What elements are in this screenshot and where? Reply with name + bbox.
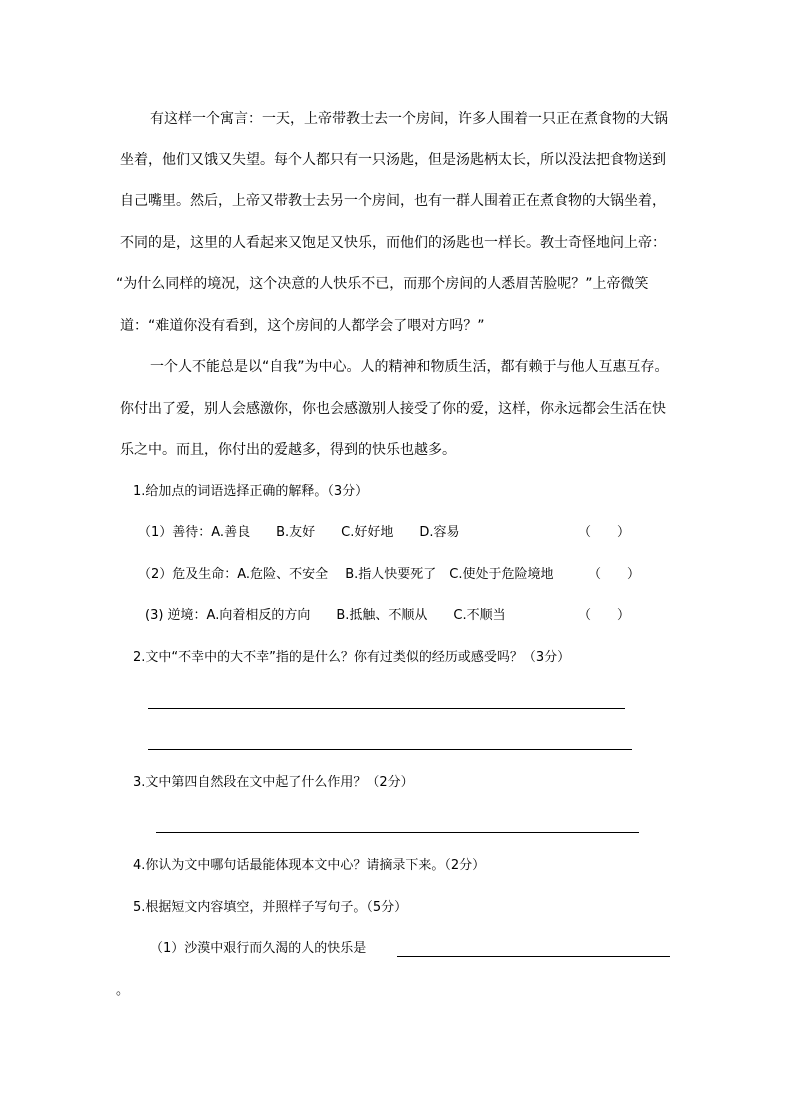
question-3-title: 3.文中第四自然段在文中起了什么作用？（2分） bbox=[133, 775, 414, 790]
question-1-title: 1.给加点的词语选择正确的解释。（3分） bbox=[133, 484, 369, 499]
answer-line-q2-2[interactable] bbox=[148, 749, 632, 750]
question-2-title: 2.文中“不幸中的大不幸”指的是什么？你有过类似的经历或感受吗？（3分） bbox=[133, 650, 571, 665]
answer-line-q2-1[interactable] bbox=[148, 708, 625, 709]
passage-p1-line-1: 有这样一个寓言：一天，上帝带教士去一个房间，许多人围着一只正在煮食物的大锅 bbox=[150, 111, 668, 127]
question-5-item-1: （1）沙漠中艰行而久渴的人的快乐是 bbox=[150, 941, 367, 956]
passage-p1-line-4: 不同的是，这里的人看起来又饱足又快乐，而他们的汤匙也一样长。教士奇怪地问上帝： bbox=[120, 235, 666, 251]
answer-bracket-1[interactable]: （ ） bbox=[578, 525, 631, 540]
answer-line-q5-1[interactable] bbox=[397, 956, 670, 957]
passage-p1-line-5: “为什么同样的境况，这个决意的人快乐不已，而那个房间的人悉眉苦脸呢？”上帝微笑 bbox=[116, 276, 649, 292]
passage-p2-line-2: 你付出了爱，别人会感激你，你也会感激别人接受了你的爱，这样，你永远都会生活在快 bbox=[120, 401, 666, 417]
question-1-item-1: （1）善待：A.善良 B.友好 C.好好地 D.容易 bbox=[138, 525, 460, 540]
passage-p2-line-3: 乐之中。而且，你付出的爱越多，得到的快乐也越多。 bbox=[120, 442, 456, 458]
answer-bracket-3[interactable]: （ ） bbox=[578, 608, 631, 623]
question-4-title: 4.你认为文中哪句话最能体现本文中心？请摘录下来。（2分） bbox=[133, 858, 486, 873]
passage-p1-line-2: 坐着，他们又饿又失望。每个人都只有一只汤匙，但是汤匙柄太长，所以没法把食物送到 bbox=[120, 152, 666, 168]
passage-p1-line-3: 自己嘴里。然后，上帝又带教士去另一个房间，也有一群人围着正在煮食物的大锅坐着， bbox=[120, 193, 666, 209]
answer-line-q3[interactable] bbox=[156, 832, 639, 833]
question-1-item-3: (3) 逆境：A.向着相反的方向 B.抵触、不顺从 C.不顺当 bbox=[145, 608, 506, 623]
question-5-title: 5.根据短文内容填空，并照样子写句子。（5分） bbox=[133, 900, 408, 915]
question-1-item-2: （2）危及生命：A.危险、不安全 B.指人快要死了 C.使处于危险境地 bbox=[138, 567, 554, 582]
passage-p2-line-1: 一个人不能总是以“自我”为中心。人的精神和物质生活，都有赖于与他人互惠互存。 bbox=[150, 359, 669, 375]
end-period: 。 bbox=[116, 983, 130, 998]
answer-bracket-2[interactable]: （ ） bbox=[588, 567, 641, 582]
passage-p1-line-6: 道：“难道你没有看到，这个房间的人都学会了喂对方吗？” bbox=[120, 318, 485, 334]
